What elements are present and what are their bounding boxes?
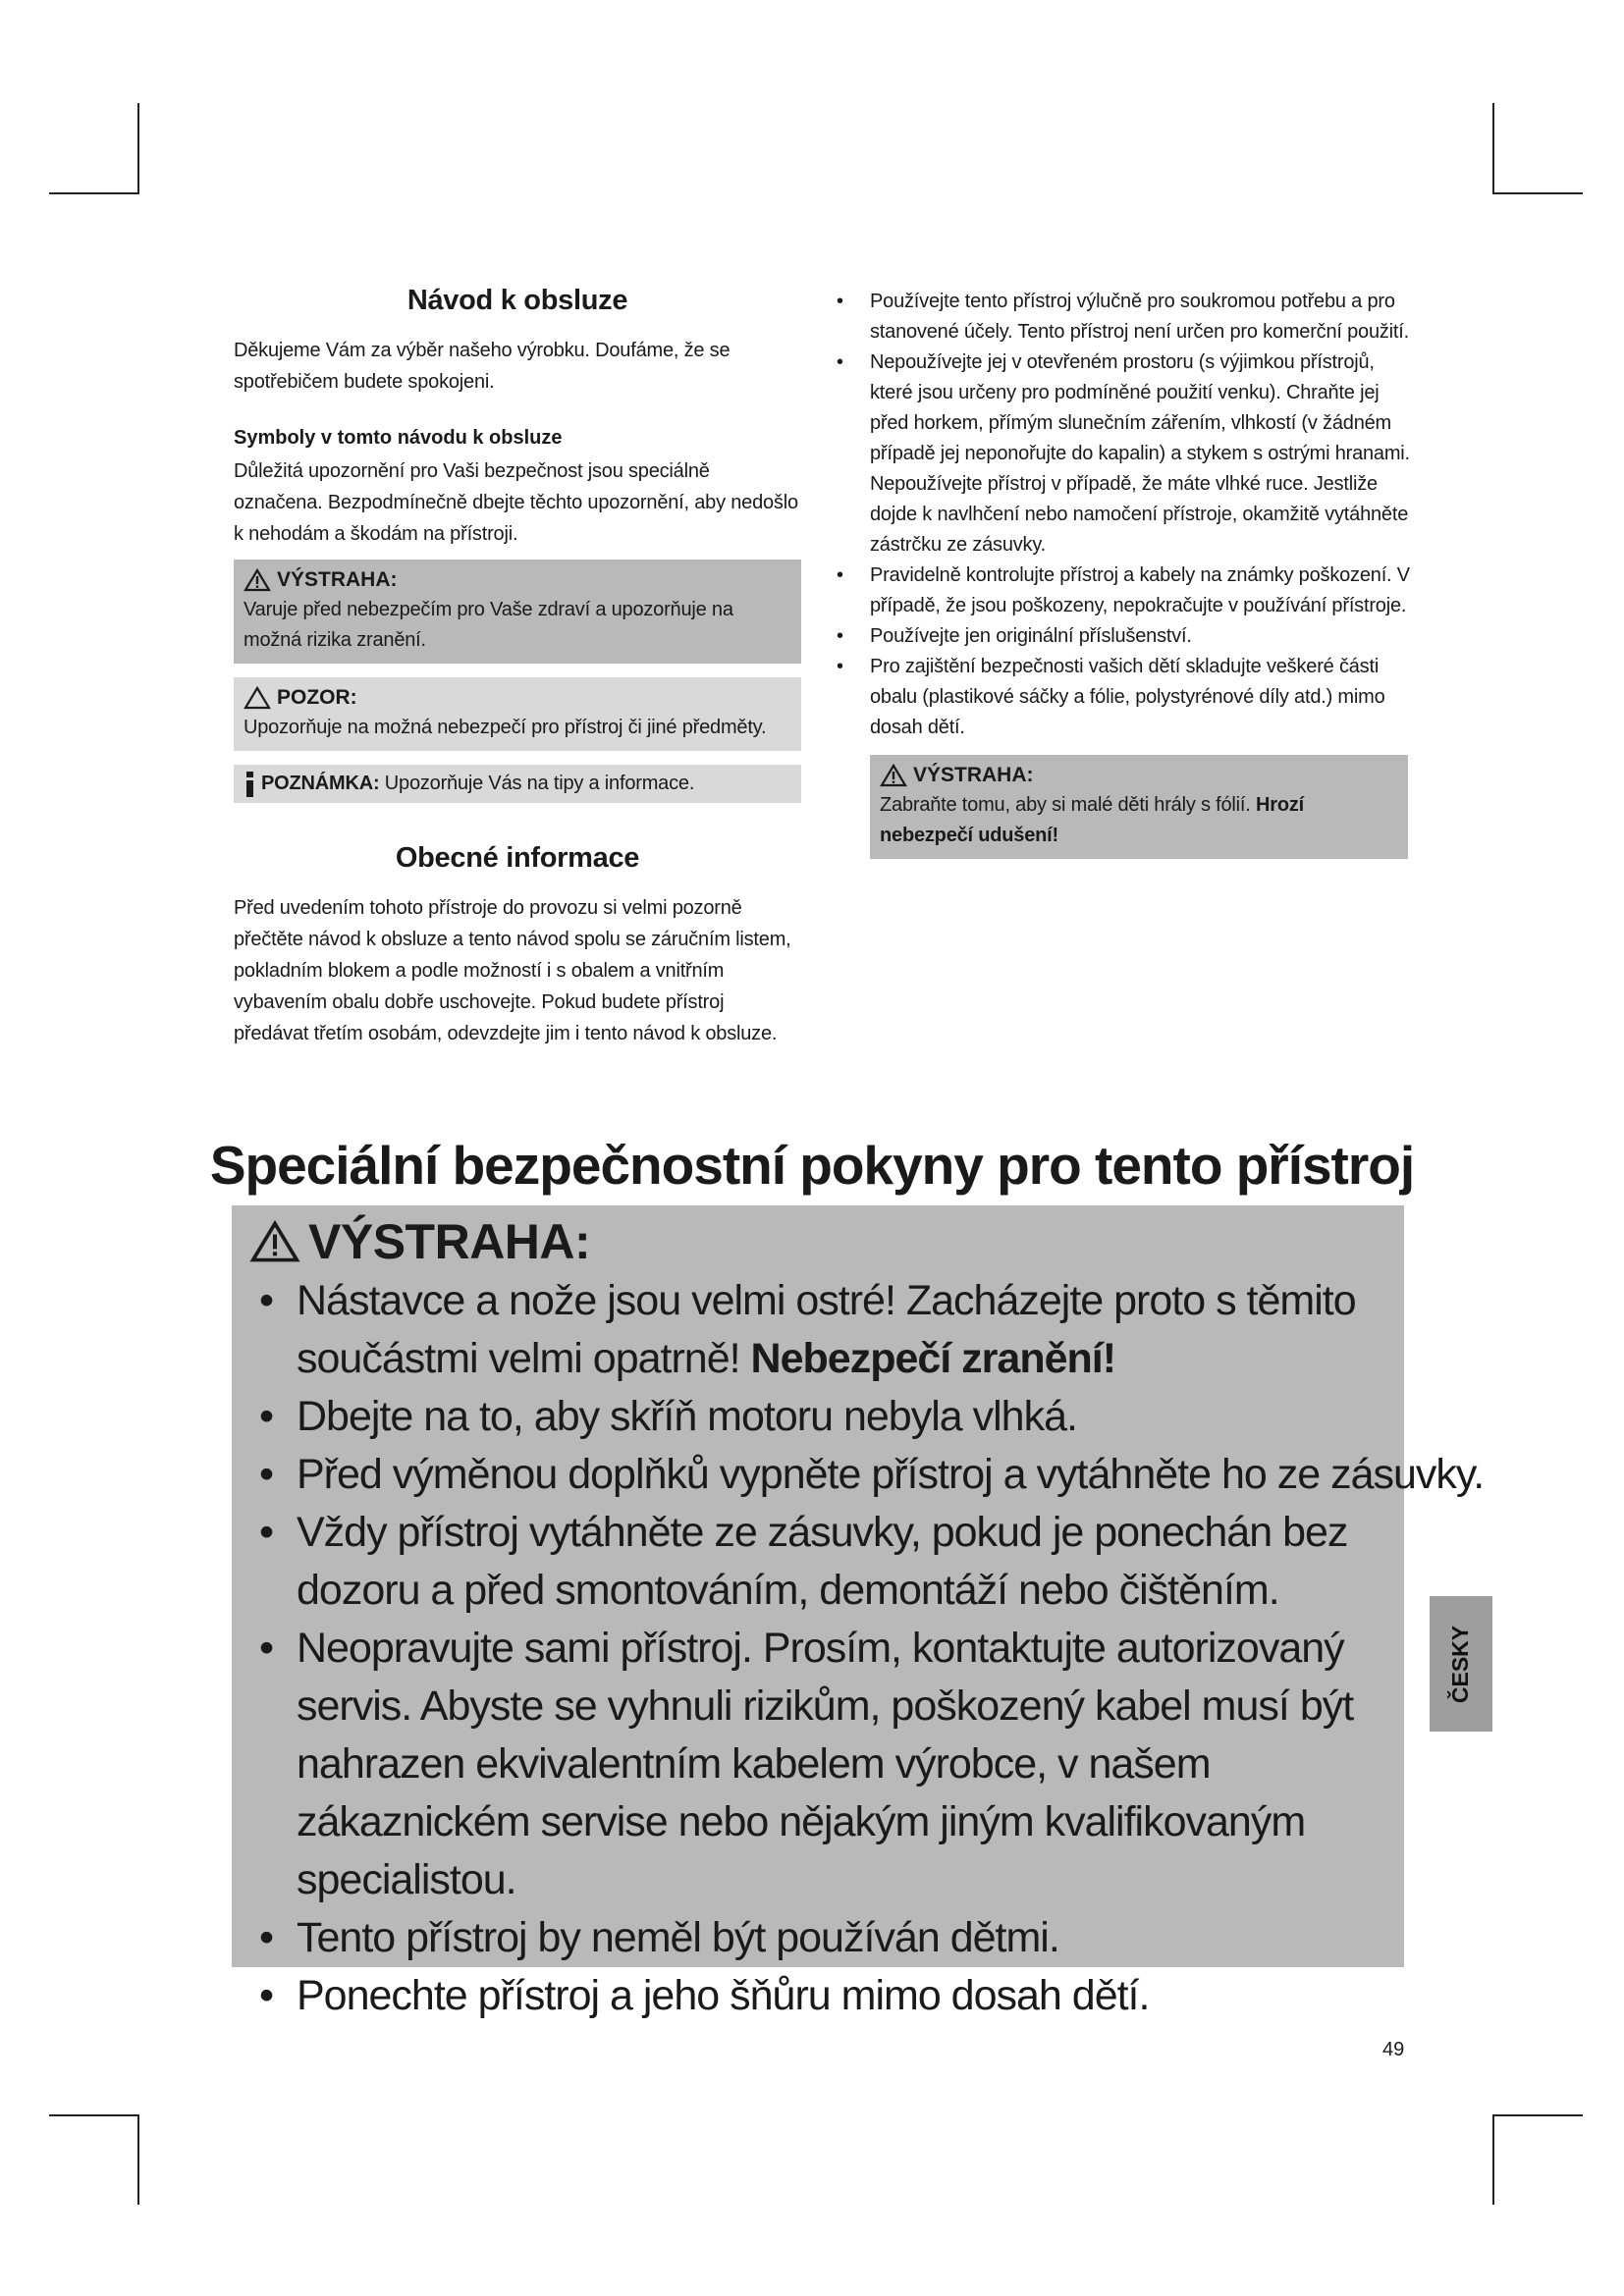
list-item: • Pravidelně kontrolujte přístroj a kabely na známky poškození. V případě, že jsou poškozeny, nepokračujte v používání přístroje. [833, 561, 1422, 621]
special-warning-title: VÝSTRAHA: [308, 1214, 591, 1269]
crop-mark [137, 2114, 139, 2205]
note-text: Upozorňuje Vás na tipy a informace. [384, 773, 695, 794]
note-title: POZNÁMKA: [261, 773, 380, 794]
child-warning-text [880, 790, 1398, 851]
list-item: • Ponechte přístroj a jeho šňůru mimo dosah dětí. [249, 1967, 1388, 2025]
safety-bullet-list [833, 287, 1422, 743]
language-tab [1430, 1596, 1492, 1732]
crop-mark [1492, 2114, 1583, 2116]
warning-title: VÝSTRAHA: [277, 568, 398, 591]
child-warning-emphasis: Hrozí nebezpečí udušení! [880, 794, 1305, 846]
crop-mark [49, 2114, 139, 2116]
crop-mark [49, 192, 139, 194]
general-info-text: Před uvedením tohoto přístroje do provozu si velmi pozorně přečtěte návod k obsluze a tento návod spolu se záručním listem, pokladním blokem a podle možností i s obalem a vnitřním vybavením obalu dobře uschovejte. Pokud budete přístroj předávat třetím osobám, odevzdejte jim i tento návod k obsluze. [234, 897, 791, 1044]
special-warning-title-row [249, 1211, 1388, 1272]
note-row [244, 769, 791, 799]
warning-title-row [244, 565, 791, 595]
page-number: 49 [1382, 2039, 1405, 2060]
list-item [249, 1272, 1386, 1388]
special-item-emphasis: Nebezpečí zranění! [750, 1335, 1116, 1382]
list-item: • Používejte tento přístroj výlučně pro soukromou potřebu a pro stanovené účely. Tento přístroj není určen pro komerční použití. [833, 287, 1422, 347]
child-warning-title-row [880, 761, 1398, 790]
warning-triangle-icon [244, 568, 271, 592]
symbols-text: Důležitá upozornění pro Vaši bezpečnost jsou speciálně označena. Bezpodmínečně dbejte těchto upozornění, aby nedošlo k nehodám a škodám na přístroji. [234, 460, 798, 545]
language-tab-label: ČESKY [1447, 1625, 1474, 1703]
caution-title: POZOR: [277, 686, 357, 709]
symbols-heading: Symboly v tomto návodu k obsluze [234, 427, 563, 449]
list-item: • Tento přístroj by neměl být používán dětmi. [249, 1909, 1388, 1967]
crop-mark [1492, 2114, 1494, 2205]
caution-triangle-icon [244, 686, 271, 710]
list-item: • Před výměnou doplňků vypněte přístroj a vytáhněte ho ze zásuvky. [249, 1446, 1388, 1504]
child-warning-title: VÝSTRAHA: [913, 764, 1034, 786]
child-warning-body: Zabraňte tomu, aby si malé děti hrály s fólií. [880, 794, 1251, 816]
info-icon [244, 772, 257, 797]
note-box [234, 765, 801, 803]
caution-title-row [244, 683, 791, 713]
crop-mark [137, 103, 139, 194]
left-column [234, 285, 801, 1049]
list-item: • Pro zajištění bezpečnosti vašich dětí skladujte veškeré části obalu (plastikové sáčky a fólie, polystyrénové díly atd.) mimo dosah dětí. [833, 652, 1422, 743]
crop-mark [1492, 192, 1583, 194]
special-safety-title: Speciální bezpečnostní pokyny pro tento přístroj [209, 1135, 1415, 1196]
warning-triangle-icon [249, 1219, 300, 1264]
general-info-title: Obecné informace [395, 842, 640, 874]
list-item: • Neopravujte sami přístroj. Prosím, kontaktujte autorizovaný servis. Abyste se vyhnuli rizikům, poškozený kabel musí být nahrazen ekvivalentním kabelem výrobce, v našem zákaznickém servise nebo nějakým jiným kvalifikovaným specialistou. [249, 1620, 1386, 1909]
crop-mark [1492, 103, 1494, 194]
caution-text: Upozorňuje na možná nebezpečí pro přístroj či jiné předměty. [244, 717, 767, 738]
list-item: • Vždy přístroj vytáhněte ze zásuvky, pokud je ponechán bez dozoru a před smontováním, demontáží nebo čištěním. [249, 1504, 1386, 1620]
intro-text: Děkujeme Vám za výběr našeho výrobku. Doufáme, že se spotřebičem budete spokojeni. [234, 340, 731, 393]
caution-box [234, 677, 801, 751]
list-item: • Dbejte na to, aby skříň motoru nebyla vlhká. [249, 1388, 1388, 1446]
manual-title: Návod k obsluze [406, 285, 628, 316]
special-item-text: Nástavce a nože jsou velmi ostré! Zacházejte proto s těmito součástmi velmi opatrně! [297, 1277, 1356, 1382]
warning-text: Varuje před nebezpečím pro Vaše zdraví a upozorňuje na možná rizika zranění. [244, 599, 733, 651]
right-column [833, 287, 1422, 859]
list-item: • Nepoužívejte jej v otevřeném prostoru (s výjimkou přístrojů, které jsou určeny pro podmíněné použití venku). Chraňte jej před horkem, přímým slunečním zářením, vlhkostí (v žádném případě jej neponořujte do kapalin) a stykem s ostrými hranami. Nepoužívejte přístroj v případě, že máte vlhké ruce. Jestliže dojde k navlhčení nebo namočení přístroje, okamžitě vytáhněte zástrčku ze zásuvky. [833, 347, 1422, 561]
warning-triangle-icon [880, 764, 907, 787]
child-warning-box [870, 755, 1408, 859]
warning-box [234, 560, 801, 664]
list-item: • Používejte jen originální příslušenství. [833, 621, 1422, 652]
